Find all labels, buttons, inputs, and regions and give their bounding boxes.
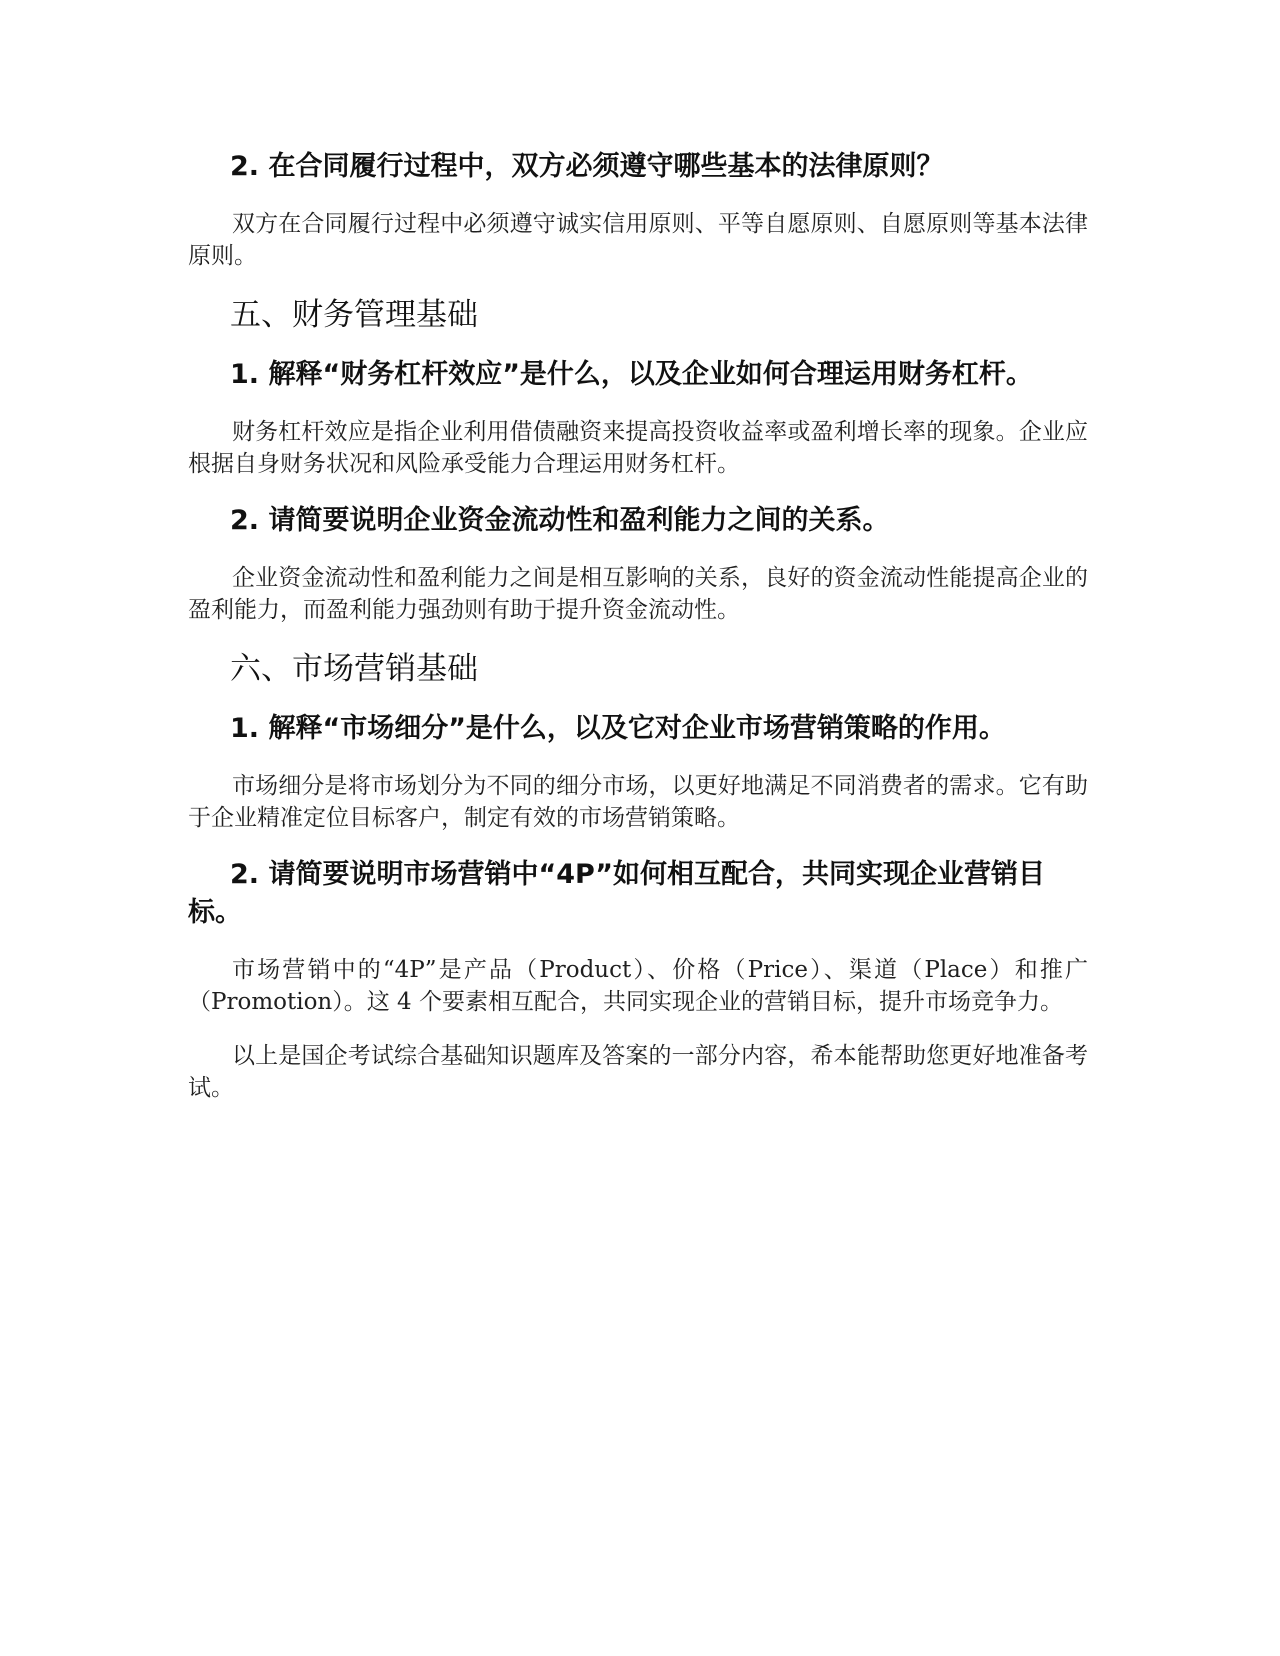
closing-paragraph: 以上是国企考试综合基础知识题库及答案的一部分内容，希本能帮助您更好地准备考试。 — [188, 1043, 1088, 1101]
question-financial-leverage: 1. 解释“财务杠杆效应”是什么，以及企业如何合理运用财务杠杆。 — [230, 359, 1033, 390]
answer-4p: 市场营销中的“4P”是产品（Product）、价格（Price）、渠道（Place）和推广（Promotion）。这 4 个要素相互配合，共同实现企业的营销目标，提升市场竞争力。 — [188, 957, 1088, 1015]
answer-market-segmentation: 市场细分是将市场划分为不同的细分市场，以更好地满足不同消费者的需求。它有助于企业精准定位目标客户，制定有效的市场营销策略。 — [188, 773, 1088, 831]
question-contract-principles: 2. 在合同履行过程中，双方必须遵守哪些基本的法律原则？ — [230, 151, 944, 182]
answer-liquidity-profitability: 企业资金流动性和盈利能力之间是相互影响的关系，良好的资金流动性能提高企业的盈利能力，而盈利能力强劲则有助于提升资金流动性。 — [188, 565, 1088, 623]
answer-financial-leverage: 财务杠杆效应是指企业利用借债融资来提高投资收益率或盈利增长率的现象。企业应根据自身财务状况和风险承受能力合理运用财务杠杆。 — [188, 419, 1088, 477]
question-4p: 2. 请简要说明市场营销中“4P”如何相互配合，共同实现企业营销目标。 — [188, 859, 1046, 928]
question-market-segmentation: 1. 解释“市场细分”是什么，以及它对企业市场营销策略的作用。 — [230, 713, 1006, 744]
section-heading-marketing: 六、市场营销基础 — [230, 651, 478, 687]
answer-contract-principles: 双方在合同履行过程中必须遵守诚实信用原则、平等自愿原则、自愿原则等基本法律原则。 — [188, 211, 1088, 269]
section-heading-finance: 五、财务管理基础 — [230, 297, 478, 333]
document-page — [188, 148, 1088, 1126]
question-liquidity-profitability: 2. 请简要说明企业资金流动性和盈利能力之间的关系。 — [230, 505, 890, 536]
